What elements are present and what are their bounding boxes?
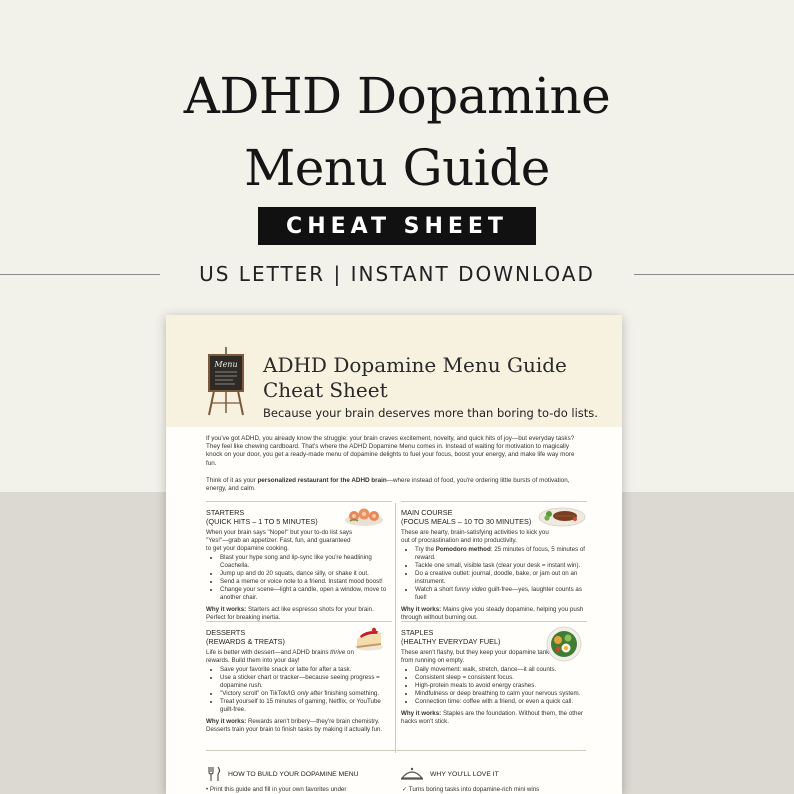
sheet-tagline: Because your brain deserves more than boring to-do lists. xyxy=(263,406,598,420)
serving-cloche-icon xyxy=(400,766,424,782)
section-intro-text: on rewards. Build them into your day! xyxy=(206,649,354,664)
hero-subtitle: US LETTER | INSTANT DOWNLOAD xyxy=(199,262,595,286)
list-item-text: finishing something. xyxy=(322,690,380,697)
list-item: • Daily movement: walk, stretch, dance—it all counts. xyxy=(415,666,587,674)
why-it-works xyxy=(401,606,587,622)
section-divider xyxy=(206,621,392,622)
section-intro: These aren't flashy, but they keep your dopamine tank from running on empty. xyxy=(401,649,550,664)
section-list xyxy=(220,666,392,714)
love-it-first-item xyxy=(402,786,539,793)
shrimp-appetizer-icon xyxy=(344,505,384,527)
section-divider xyxy=(401,501,587,502)
cheesecake-icon xyxy=(354,625,384,651)
why-text: Mains give you steady dopamine, helping you push through without burning out. xyxy=(401,606,584,621)
section-heading: STAPLES xyxy=(401,628,434,637)
menu-board-icon xyxy=(206,345,246,417)
section-divider xyxy=(206,501,392,502)
build-menu-heading xyxy=(206,766,359,782)
cheat-sheet-badge: CHEAT SHEET xyxy=(258,207,536,245)
section-subheading: (FOCUS MEALS – 10 TO 30 MINUTES) xyxy=(401,517,532,526)
fork-knife-icon xyxy=(206,766,222,782)
love-it-item-text: Turns boring tasks into dopamine-rich mini wins xyxy=(408,786,540,793)
why-label: Why it works: xyxy=(401,710,442,717)
why-label: Why it works: xyxy=(206,606,247,613)
section-intro: When your brain says "Nope!" but your to-do list says "Yes!"—grab an appetizer. Fast, fun, and guaranteed to get your dopamine cooking. xyxy=(206,529,353,552)
list-item xyxy=(220,690,392,698)
list-item: • Do a creative outlet: journal, doodle, bake, or jam out on an instrument. xyxy=(415,570,587,586)
section-subheading: (HEALTHY EVERYDAY FUEL) xyxy=(401,637,501,646)
intro-text: —where instead of food, you're ordering little bursts of motivation, energy, and calm. xyxy=(206,477,570,493)
check-icon: ✓ xyxy=(402,786,408,793)
list-item: • Mindfulness or deep breathing to calm your nervous system. xyxy=(415,690,587,698)
section-intro: These are hearty, brain-satisfying activities to kick you out of procrastination and into productivity. xyxy=(401,529,549,544)
section-list xyxy=(415,546,587,602)
hero-title-line2: Menu Guide xyxy=(244,139,550,197)
list-item-italic: funny video xyxy=(454,586,487,593)
bottom-divider xyxy=(206,750,586,751)
column-divider xyxy=(395,503,396,753)
intro-paragraph-1: If you've got ADHD, you already know the struggle: your brain craves excitement, novelty, and quick hits of joy—but everyday tasks? They feel like chewing cardboard. That's where the ADHD Dopamine Menu comes in. Instead of waiting for motivation to magically knock on your door, you get a ready-made menu of dopamine delights to fuel your focus, boost your energy, and make life way more fun. xyxy=(206,435,575,467)
list-item: • Use a sticker chart or tracker—because seeing progress = dopamine rush. xyxy=(220,674,392,690)
list-item-text: : 25 minutes of focus, 5 minutes of reward. xyxy=(415,546,585,561)
why-label: Why it works: xyxy=(206,718,247,725)
why-text: Starters act like espresso shots for your brain. Perfect for breaking inertia. xyxy=(206,606,374,621)
sheet-title-line1: ADHD Dopamine Menu Guide xyxy=(263,353,567,377)
why-label: Why it works: xyxy=(401,606,442,613)
list-item: • Save your favorite snack or latte for after a task. xyxy=(220,666,392,674)
intro-bold-text: personalized restaurant for the ADHD brain xyxy=(257,477,387,484)
love-it-heading xyxy=(400,766,499,782)
why-text: Rewards aren't bribery—they're brain chemistry. Desserts train your brain to finish tasks by making it actually fun. xyxy=(206,718,383,733)
list-item-bold: Pomodoro method xyxy=(435,546,491,553)
love-it-heading-text: WHY YOU'LL LOVE IT xyxy=(430,770,499,778)
section-subheading: (QUICK HITS – 1 TO 5 MINUTES) xyxy=(206,517,318,526)
list-item: • Treat yourself to 15 minutes of gaming, Netflix, or YouTube guilt-free. xyxy=(220,698,392,714)
healthy-bowl-icon xyxy=(546,626,582,662)
intro-text: Think of it as your xyxy=(206,477,258,484)
list-item: • Tackle one small, visible task (clear your desk = instant win). xyxy=(415,562,587,570)
svg-text:Menu: Menu xyxy=(214,360,238,369)
list-item xyxy=(415,546,587,562)
sheet-title-line2: Cheat Sheet xyxy=(263,378,388,402)
section-list xyxy=(415,666,587,706)
section-subheading: (REWARDS & TREATS) xyxy=(206,637,285,646)
list-item-text: Try the xyxy=(415,546,436,553)
why-text: Staples are the foundation. Without them, the other hacks won't stick. xyxy=(401,710,583,725)
cheat-sheet-preview xyxy=(166,315,622,794)
list-item: • Connection time: coffee with a friend, or even a quick call. xyxy=(415,698,587,706)
why-it-works xyxy=(401,710,587,726)
sheet-title xyxy=(263,353,567,403)
why-it-works xyxy=(206,718,392,734)
list-item: • High-protein meals to avoid energy crashes. xyxy=(415,682,587,690)
list-item: • Change your scene—light a candle, open a window, move to another chair. xyxy=(220,586,392,602)
list-item: • Jump up and do 20 squats, dance silly, or shake it out. xyxy=(220,570,392,578)
section-heading: STARTERS xyxy=(206,508,245,517)
list-item: • Blast your hype song and lip-sync like you're headlining Coachella. xyxy=(220,554,392,570)
list-item-text: guilt-free—yes, laughter counts as fuel! xyxy=(415,586,582,601)
list-item xyxy=(415,586,587,602)
section-heading: DESSERTS xyxy=(206,628,246,637)
section-heading: MAIN COURSE xyxy=(401,508,453,517)
list-item-text: Watch a short xyxy=(415,586,455,593)
build-menu-first-item: • Print this guide and fill in your own favorites under xyxy=(206,786,347,793)
section-divider xyxy=(401,621,587,622)
list-item: • Send a meme or voice note to a friend. Instant mood boost! xyxy=(220,578,392,586)
list-item: • Consistent sleep = consistent focus. xyxy=(415,674,587,682)
section-intro xyxy=(206,649,356,665)
intro-paragraph-2 xyxy=(206,477,586,493)
section-intro-text: Life is better with dessert—and ADHD brains xyxy=(206,649,331,656)
build-menu-item-text: Print this guide and fill in your own favorites under xyxy=(209,786,347,793)
section-intro-italic: thrive xyxy=(330,649,346,656)
why-it-works xyxy=(206,606,392,622)
steak-plate-icon xyxy=(538,505,586,527)
list-item-italic: only after xyxy=(297,690,323,697)
build-menu-heading-text: HOW TO BUILD YOUR DOPAMINE MENU xyxy=(228,770,359,778)
hero-title-line1: ADHD Dopamine xyxy=(183,67,611,125)
list-item-text: "Victory scroll" on TikTok/IG xyxy=(220,690,298,697)
section-list xyxy=(220,554,392,602)
